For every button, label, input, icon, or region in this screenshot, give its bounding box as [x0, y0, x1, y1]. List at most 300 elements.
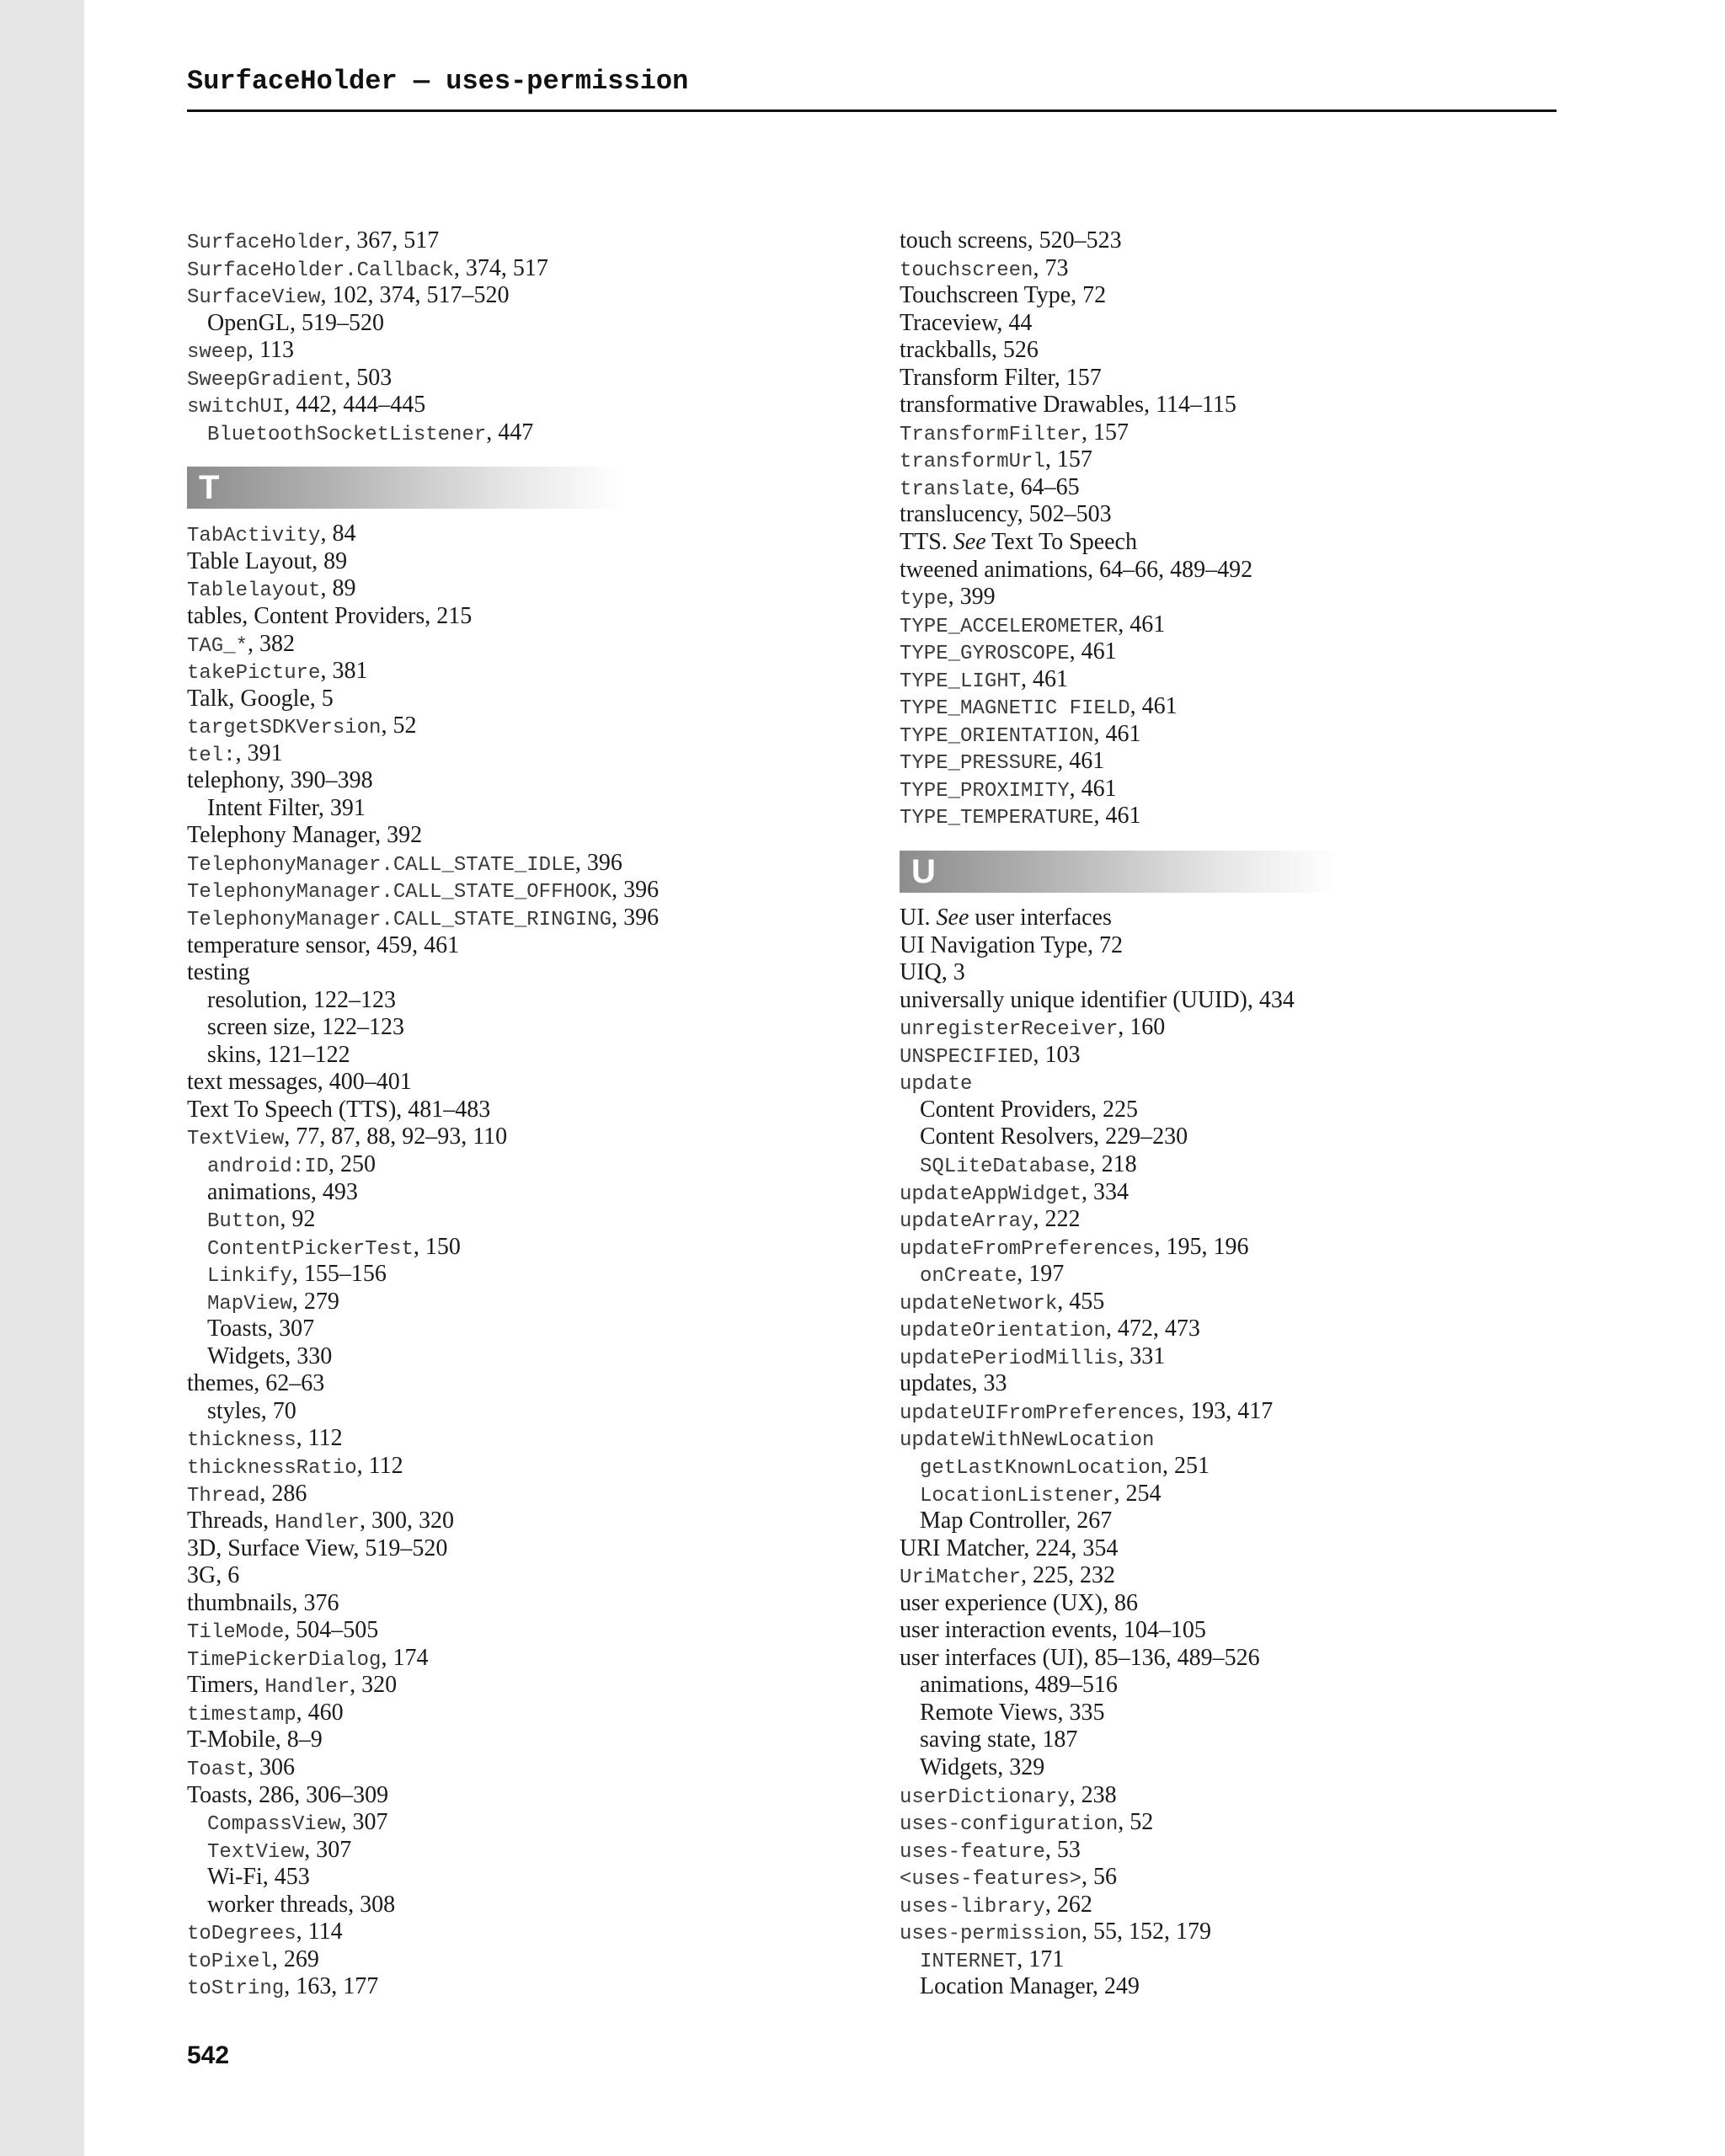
entry-text: , 238 — [1069, 1781, 1117, 1808]
running-head: SurfaceHolder — uses-permission — [187, 66, 689, 97]
index-entry — [187, 1562, 659, 1590]
code-term: timestamp — [187, 1703, 296, 1726]
entry-text: , 461 — [1130, 693, 1178, 720]
index-column-right — [900, 227, 1338, 2001]
entry-text: user interfaces (UI), 85–136, 489–526 — [900, 1644, 1260, 1671]
entry-text: , 461 — [1093, 803, 1141, 830]
index-column-left — [187, 227, 659, 2001]
code-term: updateOrientation — [900, 1320, 1106, 1343]
code-term: UriMatcher — [900, 1566, 1022, 1590]
entry-text: , 197 — [1017, 1261, 1065, 1288]
index-entry — [900, 611, 1338, 639]
index-entry — [187, 686, 659, 713]
entry-text: , 250 — [328, 1150, 377, 1177]
index-entry — [900, 474, 1338, 502]
code-term: TabActivity — [187, 525, 321, 548]
code-term: tel: — [187, 744, 236, 767]
entry-text: , 460 — [296, 1699, 344, 1726]
index-entry — [187, 365, 659, 392]
index-entry — [900, 501, 1338, 529]
code-term: Linkify — [207, 1265, 292, 1289]
index-entry — [900, 1837, 1338, 1865]
entry-text: , 461 — [1093, 720, 1141, 747]
entry-text: , 150 — [413, 1233, 461, 1260]
entry-text: Toasts, 286, 306–309 — [187, 1781, 389, 1808]
code-term: userDictionary — [900, 1785, 1070, 1809]
index-entry — [900, 1370, 1338, 1398]
index-entry — [900, 1645, 1338, 1673]
entry-text: testing — [187, 959, 250, 986]
index-entry — [187, 712, 659, 740]
entry-text: Text To Speech (TTS), 481–483 — [187, 1096, 491, 1123]
index-entry — [900, 1809, 1338, 1837]
entry-text: TTS. — [900, 529, 953, 556]
entry-text: Remote Views, 335 — [920, 1699, 1105, 1726]
index-entry — [900, 1343, 1338, 1371]
index-entry — [900, 1864, 1338, 1892]
index-entry — [187, 520, 659, 548]
entry-text: trackballs, 526 — [900, 337, 1039, 364]
index-subentry — [187, 1289, 659, 1316]
code-term: toDegrees — [187, 1923, 296, 1946]
code-term: Handler — [264, 1676, 350, 1700]
index-entry — [900, 365, 1338, 392]
code-term: Button — [207, 1210, 280, 1234]
index-entry — [900, 932, 1338, 960]
code-term: TextView — [187, 1128, 285, 1151]
index-entry — [900, 310, 1338, 338]
entry-text: Toasts, 307 — [207, 1315, 315, 1342]
index-subentry — [187, 1261, 659, 1289]
entry-text: , 472, 473 — [1105, 1315, 1200, 1342]
code-term: thicknessRatio — [187, 1456, 357, 1480]
entry-text: , 461 — [1057, 748, 1105, 775]
entry-text: , 396 — [574, 849, 622, 876]
entry-text: , 52 — [381, 712, 417, 739]
entry-text: Touchscreen Type, 72 — [900, 282, 1107, 309]
index-entry — [187, 1123, 659, 1151]
index-entry — [187, 822, 659, 850]
section-letter-heading — [187, 467, 625, 509]
index-entry — [187, 658, 659, 686]
index-subentry — [900, 1261, 1338, 1289]
entry-text: , 307 — [304, 1836, 352, 1863]
index-entry — [187, 392, 659, 419]
index-entry — [187, 227, 659, 255]
index-entry — [900, 1069, 1338, 1097]
code-term: <uses-features> — [900, 1868, 1082, 1892]
entry-text: Wi-Fi, 453 — [207, 1864, 310, 1891]
code-term: updateWithNewLocation — [900, 1429, 1155, 1453]
index-entry — [900, 446, 1338, 474]
code-term: TYPE_LIGHT — [900, 670, 1022, 693]
entry-text: translucency, 502–503 — [900, 501, 1112, 528]
index-entry — [187, 877, 659, 905]
entry-text: , 155–156 — [291, 1261, 387, 1288]
entry-text: OpenGL, 519–520 — [207, 309, 384, 336]
index-subentry — [187, 1837, 659, 1865]
entry-text: , 399 — [948, 584, 996, 611]
entry-text: , 254 — [1114, 1480, 1162, 1507]
entry-text: 3G, 6 — [187, 1562, 240, 1589]
entry-text: , 504–505 — [284, 1617, 379, 1644]
entry-text: Traceview, 44 — [900, 309, 1033, 336]
entry-text: Table Layout, 89 — [187, 547, 348, 574]
code-term: getLastKnownLocation — [920, 1456, 1163, 1480]
index-subentry — [187, 1892, 659, 1919]
entry-text: skins, 121–122 — [207, 1041, 350, 1068]
index-entry — [900, 1398, 1338, 1426]
entry-text: , 269 — [271, 1945, 319, 1972]
index-entry — [187, 1672, 659, 1700]
entry-text: , 113 — [248, 337, 294, 364]
code-term: Thread — [187, 1484, 260, 1508]
entry-text: , 320 — [350, 1672, 398, 1699]
entry-text: , 461 — [1069, 775, 1117, 802]
index-subentry — [187, 1014, 659, 1042]
code-term: ContentPickerTest — [207, 1237, 414, 1261]
entry-text: , 455 — [1057, 1288, 1105, 1315]
code-term: SurfaceHolder.Callback — [187, 259, 454, 282]
index-entry — [187, 905, 659, 932]
code-term: TileMode — [187, 1621, 285, 1645]
index-entry — [900, 1234, 1338, 1262]
code-term: SurfaceHolder — [187, 232, 345, 254]
entry-text: 3D, Surface View, 519–520 — [187, 1534, 448, 1561]
index-subentry — [187, 1234, 659, 1262]
entry-text: , 262 — [1044, 1891, 1092, 1918]
code-term: toPixel — [187, 1950, 272, 1973]
code-term: UNSPECIFIED — [900, 1045, 1033, 1069]
index-entry — [900, 557, 1338, 584]
index-entry — [187, 932, 659, 960]
index-entry — [900, 1782, 1338, 1810]
entry-text: Intent Filter, 391 — [207, 794, 366, 821]
entry-text: , 222 — [1033, 1206, 1081, 1233]
code-term: TransformFilter — [900, 423, 1082, 446]
entry-text: telephony, 390–398 — [187, 767, 373, 794]
index-subentry — [187, 1151, 659, 1179]
entry-text: , 334 — [1081, 1178, 1130, 1205]
section-letter: U — [911, 853, 936, 891]
index-subentry — [187, 1042, 659, 1070]
code-term: updateFromPreferences — [900, 1237, 1155, 1261]
index-entry — [900, 638, 1338, 666]
index-subentry — [900, 1726, 1338, 1754]
entry-text: , 89 — [320, 575, 356, 602]
entry-text: transformative Drawables, 114–115 — [900, 392, 1236, 419]
code-term: SQLiteDatabase — [920, 1155, 1090, 1178]
index-subentry — [187, 1179, 659, 1207]
code-term: unregisterReceiver — [900, 1018, 1119, 1042]
entry-text: user experience (UX), 86 — [900, 1589, 1138, 1616]
entry-text: Transform Filter, 157 — [900, 364, 1102, 391]
index-subentry — [187, 1809, 659, 1837]
code-term: uses-library — [900, 1895, 1045, 1919]
entry-text: , 461 — [1021, 665, 1069, 692]
index-entry — [187, 575, 659, 603]
index-subentry — [187, 1398, 659, 1426]
entry-text: universally unique identifier (UUID), 434 — [900, 986, 1295, 1013]
code-term: updateUIFromPreferences — [900, 1401, 1179, 1425]
section-letter: T — [199, 469, 220, 507]
code-term: TextView — [207, 1840, 305, 1864]
index-entry — [900, 748, 1338, 776]
entry-text: , 300, 320 — [360, 1508, 455, 1534]
entry-text: Talk, Google, 5 — [187, 685, 334, 712]
entry-text: , 442, 444–445 — [284, 392, 426, 419]
index-entry — [900, 419, 1338, 447]
entry-text: , 218 — [1089, 1150, 1137, 1177]
header-rule — [187, 109, 1557, 112]
index-entry — [900, 1617, 1338, 1645]
code-term: TYPE_PRESSURE — [900, 752, 1058, 776]
entry-text: , 381 — [320, 658, 368, 685]
entry-text: , 391 — [235, 739, 283, 766]
entry-text: , 382 — [248, 630, 296, 657]
index-entry — [187, 740, 659, 768]
index-entry — [187, 1754, 659, 1782]
entry-text: , 461 — [1118, 611, 1166, 638]
index-entry — [900, 666, 1338, 694]
entry-text: UIQ, 3 — [900, 959, 965, 986]
entry-text: , 447 — [486, 419, 534, 446]
code-term: TelephonyManager.CALL_STATE_IDLE — [187, 853, 575, 877]
index-subentry — [187, 1864, 659, 1892]
index-entry — [900, 1289, 1338, 1316]
code-term: MapView — [207, 1292, 292, 1315]
entry-text: Map Controller, 267 — [920, 1508, 1113, 1534]
code-term: INTERNET — [920, 1950, 1017, 1973]
entry-text: Timers, — [187, 1672, 265, 1699]
entry-text: See — [936, 905, 969, 931]
code-term: targetSDKVersion — [187, 717, 382, 740]
index-entry — [900, 282, 1338, 310]
index-entry — [187, 1645, 659, 1673]
index-subentry — [900, 1973, 1338, 2001]
index-subentry — [900, 1097, 1338, 1124]
section-letter-heading — [900, 851, 1338, 893]
entry-text: animations, 493 — [207, 1178, 358, 1205]
code-term: TAG_* — [187, 634, 248, 658]
entry-text: Location Manager, 249 — [920, 1973, 1140, 2000]
code-term: thickness — [187, 1429, 296, 1453]
entry-text: Widgets, 330 — [207, 1342, 333, 1369]
code-term: switchUI — [187, 396, 285, 419]
code-term: TYPE_ACCELEROMETER — [900, 615, 1119, 638]
code-term: Handler — [275, 1512, 360, 1535]
index-entry — [187, 1535, 659, 1563]
index-entry — [900, 721, 1338, 749]
index-entry — [900, 905, 1338, 932]
code-term: toString — [187, 1977, 285, 2001]
index-entry — [900, 1014, 1338, 1042]
entry-text: Widgets, 329 — [920, 1753, 1045, 1780]
entry-text: , 279 — [291, 1288, 339, 1315]
index-entry — [187, 337, 659, 365]
code-term: takePicture — [187, 662, 321, 686]
code-term: uses-feature — [900, 1840, 1045, 1864]
index-entry — [900, 1425, 1338, 1453]
code-term: uses-configuration — [900, 1813, 1119, 1837]
code-term: translate — [900, 478, 1009, 501]
code-term: updatePeriodMillis — [900, 1347, 1119, 1370]
entry-text: temperature sensor, 459, 461 — [187, 931, 460, 958]
code-term: SurfaceView — [187, 286, 321, 310]
entry-text: , 163, 177 — [284, 1973, 379, 2000]
index-entry — [187, 1425, 659, 1453]
entry-text: , 157 — [1081, 419, 1130, 446]
entry-text: , 174 — [381, 1644, 429, 1671]
entry-text: Telephony Manager, 392 — [187, 822, 423, 849]
code-term: onCreate — [920, 1265, 1017, 1289]
entry-text: T-Mobile, 8–9 — [187, 1726, 323, 1753]
entry-text: user interaction events, 104–105 — [900, 1617, 1206, 1644]
index-entry — [900, 1919, 1338, 1946]
entry-text: , 77, 87, 88, 92–93, 110 — [284, 1123, 508, 1150]
entry-text: , 103 — [1033, 1041, 1081, 1068]
index-entry — [900, 529, 1338, 557]
entry-text: , 157 — [1044, 446, 1092, 473]
entry-text: , 112 — [296, 1425, 343, 1452]
entry-text: tweened animations, 64–66, 489–492 — [900, 556, 1253, 583]
index-entry — [187, 1700, 659, 1727]
code-term: TYPE_MAGNETIC FIELD — [900, 697, 1130, 721]
entry-text: , 92 — [280, 1206, 316, 1233]
entry-text: , 461 — [1069, 638, 1117, 665]
code-term: updateArray — [900, 1210, 1033, 1234]
code-term: touchscreen — [900, 259, 1033, 282]
entry-text: , 195, 196 — [1154, 1233, 1249, 1260]
index-entry — [900, 255, 1338, 283]
index-entry — [187, 282, 659, 310]
index-entry — [187, 603, 659, 631]
index-entry — [900, 1590, 1338, 1618]
entry-text: Content Providers, 225 — [920, 1096, 1138, 1123]
index-entry — [900, 1892, 1338, 1919]
entry-text: , 367, 517 — [344, 227, 440, 253]
code-term: BluetoothSocketListener — [207, 423, 487, 446]
index-subentry — [900, 1151, 1338, 1179]
entry-text: , 193, 417 — [1178, 1397, 1274, 1424]
code-term: TYPE_PROXIMITY — [900, 779, 1070, 803]
code-term: Tablelayout — [187, 579, 321, 603]
entry-text: , 374, 517 — [453, 254, 548, 281]
index-entry — [900, 1562, 1338, 1590]
code-term: updateNetwork — [900, 1292, 1058, 1315]
entry-text: , 102, 374, 517–520 — [320, 282, 510, 309]
index-entry — [187, 1919, 659, 1946]
entry-text: screen size, 122–123 — [207, 1014, 405, 1041]
page-gutter — [0, 0, 84, 2156]
index-subentry — [900, 1672, 1338, 1700]
entry-text: Text To Speech — [985, 529, 1137, 556]
code-term: TelephonyManager.CALL_STATE_OFFHOOK — [187, 881, 612, 905]
entry-text: , 55, 152, 179 — [1081, 1919, 1212, 1945]
index-entry — [900, 987, 1338, 1015]
entry-text: Threads, — [187, 1508, 275, 1534]
index-entry — [187, 1946, 659, 1974]
entry-text: Content Resolvers, 229–230 — [920, 1123, 1188, 1150]
code-term: transformUrl — [900, 451, 1045, 474]
index-entry — [187, 1590, 659, 1618]
code-term: TYPE_ORIENTATION — [900, 724, 1094, 748]
entry-text: , 160 — [1118, 1014, 1166, 1041]
entry-text: , 114 — [296, 1919, 343, 1945]
index-entry — [187, 850, 659, 878]
index-subentry — [900, 1123, 1338, 1151]
index-subentry — [900, 1946, 1338, 1974]
entry-text: worker threads, 308 — [207, 1891, 396, 1918]
index-entry — [900, 776, 1338, 803]
entry-text: , 251 — [1162, 1452, 1210, 1479]
index-entry — [900, 693, 1338, 721]
index-entry — [187, 1782, 659, 1810]
entry-text: themes, 62–63 — [187, 1370, 325, 1397]
entry-text: UI. — [900, 905, 937, 931]
index-entry — [900, 227, 1338, 255]
entry-text: See — [953, 529, 986, 556]
index-entry — [900, 1535, 1338, 1563]
entry-text: URI Matcher, 224, 354 — [900, 1534, 1119, 1561]
index-entry — [900, 1042, 1338, 1070]
entry-text: updates, 33 — [900, 1370, 1007, 1397]
index-entry — [187, 1726, 659, 1754]
entry-text: saving state, 187 — [920, 1726, 1078, 1753]
entry-text: , 306 — [248, 1753, 296, 1780]
entry-text: resolution, 122–123 — [207, 986, 396, 1013]
index-subentry — [187, 987, 659, 1015]
index-subentry — [187, 310, 659, 338]
entry-text: , 73 — [1033, 254, 1069, 281]
code-term: android:ID — [207, 1155, 329, 1178]
index-entry — [900, 337, 1338, 365]
entry-text: , 52 — [1118, 1809, 1154, 1836]
entry-text: touch screens, 520–523 — [900, 227, 1122, 253]
entry-text: thumbnails, 376 — [187, 1589, 339, 1616]
entry-text: , 64–65 — [1008, 473, 1080, 500]
index-entry — [187, 1617, 659, 1645]
entry-text: , 53 — [1044, 1836, 1081, 1863]
index-entry — [187, 959, 659, 987]
index-entry — [900, 1315, 1338, 1343]
index-entry — [187, 1097, 659, 1124]
code-term: updateAppWidget — [900, 1182, 1082, 1206]
code-term: update — [900, 1073, 973, 1097]
index-entry — [900, 1179, 1338, 1207]
index-subentry — [187, 419, 659, 447]
page-number: 542 — [187, 2041, 230, 2069]
index-entry — [187, 1973, 659, 2001]
index-entry — [187, 548, 659, 576]
entry-text: , 56 — [1081, 1864, 1118, 1891]
index-entry — [187, 1481, 659, 1508]
index-subentry — [900, 1754, 1338, 1782]
index-entry — [187, 631, 659, 659]
code-term: sweep — [187, 341, 248, 365]
index-entry — [187, 1508, 659, 1535]
index-entry — [900, 1206, 1338, 1234]
code-term: LocationListener — [920, 1484, 1114, 1508]
index-subentry — [187, 1343, 659, 1371]
index-subentry — [900, 1700, 1338, 1727]
entry-text: user interfaces — [969, 905, 1112, 931]
entry-text: animations, 489–516 — [920, 1672, 1118, 1699]
entry-text: , 396 — [611, 905, 660, 931]
entry-text: , 112 — [356, 1452, 403, 1479]
index-entry — [900, 803, 1338, 830]
entry-text: , 307 — [340, 1809, 388, 1836]
